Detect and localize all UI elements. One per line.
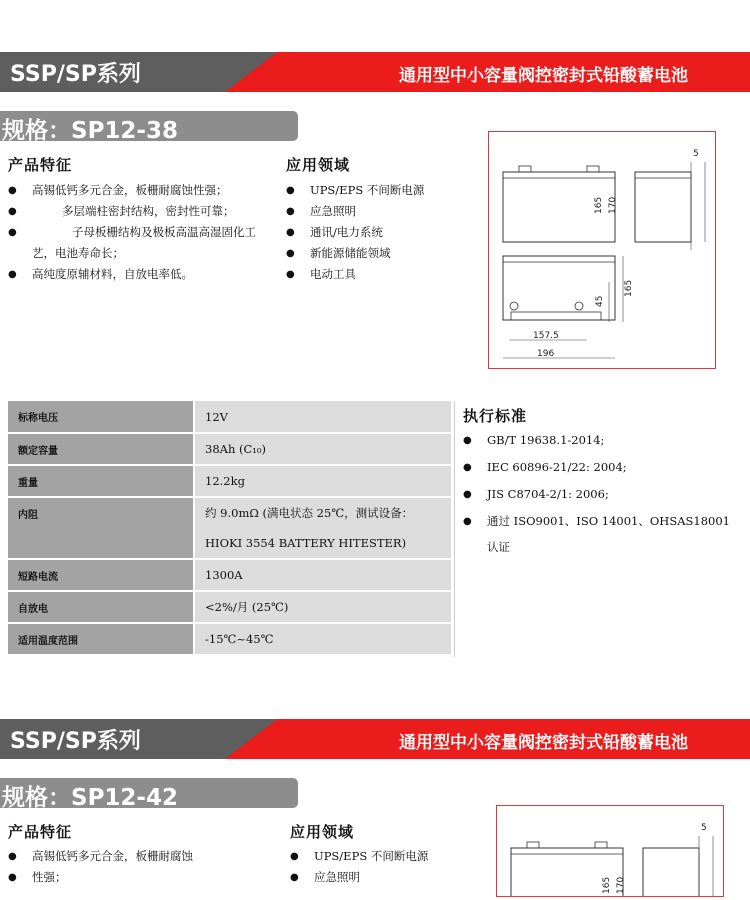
spec-label: 额定容量 [8, 433, 194, 465]
list-item: ● 高锡低钙多元合金，板栅耐腐蚀 [8, 846, 258, 867]
dim-top-gap: 5 [693, 149, 699, 159]
dim-inner-width: 157.5 [533, 331, 559, 341]
spec-value: 12V [194, 401, 451, 433]
spec-label: 适用温度范围 [8, 623, 194, 655]
battery-dimension-drawing [488, 131, 716, 369]
standards-title: 执行标准 [463, 407, 528, 425]
dim-height-b: 170 [616, 876, 626, 894]
banner-subtitle: 通用型中小容量阀控密封式铅酸蓄电池 [399, 733, 688, 753]
dim-height-a: 165 [602, 876, 612, 894]
series-label: SSP/SP系列 [10, 729, 141, 754]
list-item: ● IEC 60896-21/22: 2004; [463, 454, 743, 481]
dim-height-c: 165 [624, 279, 634, 297]
table-row [8, 591, 451, 623]
dimension-svg [489, 132, 715, 368]
spec-label: 短路电流 [8, 559, 194, 591]
dim-height-b: 170 [608, 196, 618, 214]
table-row [8, 433, 451, 465]
list-item: ● UPS/EPS 不间断电源 [290, 846, 480, 867]
spec-value: <2%/月 (25℃) [194, 591, 451, 623]
applications-title: 应用领域 [286, 156, 351, 174]
features-title: 产品特征 [8, 156, 73, 174]
list-item: ● 应急照明 [290, 867, 480, 888]
dim-terminal-h: 45 [595, 295, 605, 307]
table-row [8, 559, 451, 591]
list-item: ● 通过 ISO9001、ISO 14001、OHSAS18001 [463, 508, 743, 535]
table-row [8, 465, 451, 497]
spec-title-bar [0, 111, 298, 144]
applications-list [286, 180, 476, 285]
list-item: ● 性强； [8, 867, 258, 888]
table-row [8, 623, 451, 655]
list-item: ● 高锡低钙多元合金，板栅耐腐蚀性强； [8, 180, 258, 201]
standards-cert-suffix: 认证 [487, 540, 510, 554]
spec-label: 内阻 [8, 497, 194, 559]
applications-title-2: 应用领域 [290, 823, 355, 841]
spec-value: 12.2kg [194, 465, 451, 497]
spec-title: 规格：SP12-42 [2, 785, 178, 811]
dim-width: 196 [537, 349, 555, 359]
series-banner [0, 52, 750, 92]
list-item: ● 多层端柱密封结构，密封性可靠； [8, 201, 258, 222]
list-item: ● 通讯/电力系统 [286, 222, 476, 243]
spec-label: 标称电压 [8, 401, 194, 433]
spec-title: 规格：SP12-38 [2, 118, 178, 144]
table-row [8, 497, 451, 559]
standards-box [454, 401, 745, 657]
banner-subtitle: 通用型中小容量阀控密封式铅酸蓄电池 [399, 66, 688, 86]
spec-label: 自放电 [8, 591, 194, 623]
spec-table [8, 401, 451, 656]
features-title-2: 产品特征 [8, 823, 73, 841]
battery-dimension-drawing-2 [496, 805, 724, 897]
spec-value-line2: HIOKI 3554 BATTERY HITESTER) [205, 536, 407, 550]
dim-height-a: 165 [594, 196, 604, 214]
list-item: ● UPS/EPS 不间断电源 [286, 180, 476, 201]
spec-value: -15℃~45℃ [194, 623, 451, 655]
list-item: ● 电动工具 [286, 264, 476, 285]
dimension-svg-2 [497, 806, 723, 896]
list-item: ● 应急照明 [286, 201, 476, 222]
list-item: ● 子母板栅结构及极板高温高湿固化工艺，电池寿命长； [8, 222, 258, 264]
dim-top-gap: 5 [701, 823, 707, 833]
list-item: ● JIS C8704-2/1: 2006; [463, 481, 743, 508]
series-banner-2 [0, 719, 750, 759]
standards-list [463, 427, 743, 535]
series-label: SSP/SP系列 [10, 62, 141, 87]
spec-value-line1: 约 9.0mΩ (满电状态 25℃，测试设备： [205, 506, 414, 520]
spec-title-bar-2 [0, 778, 298, 811]
table-row [8, 401, 451, 433]
list-item: ● 高纯度原辅材料，自放电率低。 [8, 264, 258, 285]
list-item: ● GB/T 19638.1-2014; [463, 427, 743, 454]
spec-value: 38Ah (C₁₀) [194, 433, 451, 465]
list-item: ● 新能源储能领域 [286, 243, 476, 264]
spec-value [194, 497, 451, 559]
features-list [8, 180, 258, 285]
spec-value: 1300A [194, 559, 451, 591]
spec-label: 重量 [8, 465, 194, 497]
